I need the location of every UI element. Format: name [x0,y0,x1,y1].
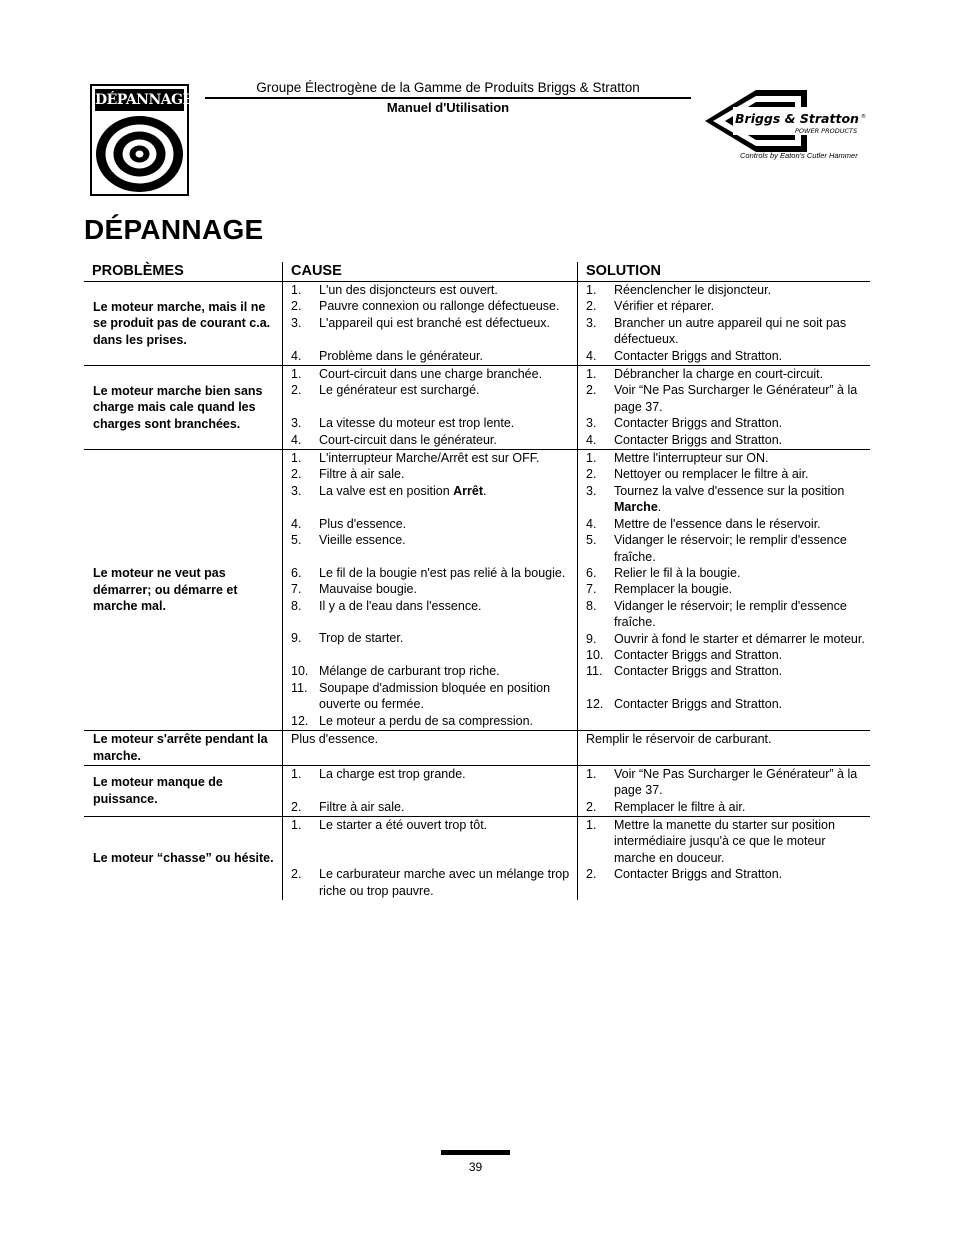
item-number: 7. [291,582,302,597]
item-number: 9. [586,631,597,646]
item-number: 4. [586,516,597,531]
item-text-bold: Marche [614,500,658,515]
item-text [319,348,577,364]
item-number: 1. [291,451,302,466]
list-item [291,415,577,431]
list-item [291,516,577,532]
item-number: 3. [586,416,597,431]
list-item [291,298,577,314]
item-text-main: Le fil de la bougie n'est pas relié à la bougie. [319,565,566,580]
item-text-main: Contacter Briggs and Stratton. [614,664,783,679]
item-text-main: Trop de starter. [319,631,404,646]
item-text-main: Débrancher la charge en court-circuit. [614,367,824,382]
item-text-main: Soupape d'admission bloquée en position ouverte ou fermée. [319,680,551,712]
item-text-main: Le moteur a perdu de sa compression. [319,713,534,728]
item-text-main: Contacter Briggs and Stratton. [614,432,783,447]
solution-cell [577,817,870,900]
cause-cell [282,731,577,765]
item-text-main: Ouvrir à fond le starter et démarrer le moteur. [614,631,865,646]
item-number: 2. [586,799,597,814]
item-text-main: L'un des disjoncteurs est ouvert. [319,283,498,297]
item-text-main: Contacter Briggs and Stratton. [614,348,783,363]
item-text [614,298,870,314]
problem-cell [84,731,282,765]
troubleshooting-table [84,262,870,900]
problem-text: Le moteur marche bien sans charge mais cale quand les charges sont branchées. [93,383,263,431]
item-text-main: Mettre l'interrupteur sur ON. [614,451,769,466]
item-number: 10. [586,647,604,662]
item-number: 3. [291,416,302,431]
item-text [614,516,870,532]
item-text-main: Filtre à air sale. [319,467,405,482]
item-text [319,598,577,631]
item-number: 8. [291,598,302,613]
cause-cell [282,366,577,449]
list-item [291,466,577,482]
item-text-main: Mauvaise bougie. [319,582,417,597]
item-number: 12. [586,697,604,712]
header-solution: SOLUTION [577,262,870,281]
table-header [84,262,870,282]
list-item [586,450,870,466]
item-text [614,598,870,631]
item-text [614,466,870,482]
header-cause: CAUSE [282,262,577,281]
item-text [319,817,577,866]
item-text [614,315,870,348]
item-number: 2. [291,467,302,482]
item-text-main: La vitesse du moteur est trop lente. [319,416,515,431]
item-text [319,630,577,663]
solution-cell [577,731,870,765]
item-text-main: Vérifier et réparer. [614,299,715,314]
item-text-main: La valve est en position [319,483,454,498]
solution-cell [577,366,870,449]
problem-text: Le moteur ne veut pas démarrer; ou démarre et marche mal. [93,566,238,614]
list-item [291,630,577,663]
item-number: 2. [291,299,302,314]
item-text-main: Réenclencher le disjoncteur. [614,283,772,297]
item-number: 3. [291,483,302,498]
item-text [614,696,870,712]
list-item [586,565,870,581]
item-text-main: Court-circuit dans une charge branchée. [319,367,543,382]
list-item [586,315,870,348]
item-text-main: Contacter Briggs and Stratton. [614,867,783,882]
item-number: 10. [291,664,309,679]
list-item [586,866,870,882]
list-item [291,483,577,516]
item-text [319,663,577,679]
item-number: 3. [586,483,597,498]
item-text [319,866,577,899]
list-item [291,731,577,764]
item-text-main: L'interrupteur Marche/Arrêt est sur OFF. [319,451,540,466]
cause-cell [282,450,577,730]
item-number: 2. [586,867,597,882]
item-number: 3. [291,315,302,330]
item-text [614,366,870,382]
cause-cell [282,282,577,365]
item-number: 2. [586,467,597,482]
brand-name: Briggs & Stratton [735,111,859,126]
problem-cell [84,817,282,900]
item-text [586,731,870,747]
item-number: 4. [291,516,302,531]
item-text [614,866,870,882]
target-icon [96,116,183,192]
table-row [84,282,870,366]
list-item [291,866,577,899]
list-item [586,766,870,799]
item-text [319,366,577,382]
item-text-main: Brancher un autre appareil qui ne soit pas défectueux. [614,315,847,347]
list-item [586,366,870,382]
item-text [319,680,577,713]
item-text [614,565,870,581]
item-text-main: Tournez la valve d'essence sur la position [614,483,845,498]
depannage-logo [90,84,193,196]
list-item [291,315,577,348]
list-item [586,598,870,631]
list-item [291,382,577,415]
table-row [84,731,870,766]
header-rule [205,97,691,99]
list-item [586,731,870,747]
item-text [319,799,577,815]
item-text-main: L'appareil qui est branché est défectueux. [319,315,551,330]
problem-text: Le moteur manque de puissance. [93,775,223,806]
item-number: 2. [291,867,302,882]
item-text [614,766,870,799]
cause-cell [282,817,577,900]
item-number: 1. [586,283,597,297]
logo-label: DÉPANNAGE [95,89,184,111]
list-item [586,799,870,815]
list-item [586,432,870,448]
item-text [319,532,577,565]
list-item [291,581,577,597]
item-text [319,382,577,415]
item-text [614,663,870,696]
brand-tm: ® [861,114,866,120]
item-text-main: Problème dans le générateur. [319,348,483,363]
problem-text: Le moteur marche, mais il ne se produit pas de courant c.a. dans les prises. [93,299,271,347]
item-number: 5. [586,533,597,548]
item-text [319,766,577,799]
item-text [614,382,870,415]
list-item [291,663,577,679]
item-text-main: Nettoyer ou remplacer le filtre à air. [614,467,809,482]
item-text [614,817,870,866]
list-item [291,348,577,364]
solution-cell [577,450,870,730]
item-text [319,483,577,516]
item-text-main: Remplacer le filtre à air. [614,799,746,814]
header-subtitle: Manuel d'Utilisation [386,100,510,115]
item-number: 4. [291,348,302,363]
item-text [614,483,870,516]
list-item [586,298,870,314]
brand-tagline: Controls by Eaton's Cutler Hammer [740,151,858,160]
problem-cell [84,766,282,816]
item-number: 1. [291,817,302,832]
item-number: 1. [586,766,597,781]
item-number: 1. [586,817,597,832]
item-number: 11. [291,680,308,695]
item-number: 3. [586,315,597,330]
list-item [586,466,870,482]
problem-cell [84,450,282,730]
list-item [586,282,870,298]
item-text-main: Plus d'essence. [319,516,407,531]
item-text [319,516,577,532]
item-number: 9. [291,631,302,646]
item-text-main: Voir “Ne Pas Surcharger le Générateur” à la page 37. [614,766,858,798]
item-text-main: La charge est trop grande. [319,766,466,781]
footer-rule [441,1150,510,1155]
list-item [291,817,577,866]
item-text [614,799,870,815]
item-text [319,581,577,597]
item-text-main: Vieille essence. [319,533,406,548]
item-text [319,713,577,729]
item-text-main: Contacter Briggs and Stratton. [614,416,783,431]
item-text [319,565,577,581]
item-text-main: Pauvre connexion ou rallonge défectueuse. [319,299,560,314]
item-text [614,532,870,565]
item-number: 1. [291,283,302,297]
list-item [291,282,577,298]
item-number: 2. [291,383,302,398]
item-text-main: Voir “Ne Pas Surcharger le Générateur” à la page 37. [614,383,858,414]
list-item [291,532,577,565]
list-item [586,581,870,597]
item-text [319,298,577,314]
list-item [586,483,870,516]
item-number: 6. [291,565,302,580]
item-text-bold: Arrêt [453,483,483,498]
item-text-main: Remplir le réservoir de carburant. [586,731,772,746]
item-number: 11. [586,664,603,679]
item-text [614,631,870,647]
item-text-main: Plus d'essence. [291,731,379,746]
item-number: 1. [291,367,302,382]
item-text [319,466,577,482]
item-number: 2. [586,383,597,398]
list-item [291,450,577,466]
item-number: 4. [586,348,597,363]
table-row [84,766,870,817]
item-number: 4. [291,432,302,447]
item-text [614,647,870,663]
item-text-main: Contacter Briggs and Stratton. [614,647,783,662]
item-text-main: Contacter Briggs and Stratton. [614,697,783,712]
item-text [614,432,870,448]
page-number: 39 [468,1160,483,1174]
list-item [586,817,870,866]
header-title: Groupe Électrogène de la Gamme de Produits Briggs & Stratton [256,80,640,95]
item-text [319,415,577,431]
item-text-main: Mettre la manette du starter sur position intermédiaire jusqu'à ce que le moteur marche en douceur. [614,817,835,865]
list-item [586,382,870,415]
item-text [614,282,870,298]
item-number: 12. [291,713,309,728]
item-number: 1. [586,367,597,382]
list-item [586,532,870,565]
item-text-main: Vidanger le réservoir; le remplir d'essence fraîche. [614,533,847,564]
list-item [586,696,870,712]
item-number: 8. [586,598,597,613]
item-text [614,450,870,466]
solution-cell [577,766,870,816]
list-item [291,366,577,382]
page-title: DÉPANNAGE [84,214,264,245]
problem-cell [84,282,282,365]
list-item [586,516,870,532]
list-item [291,680,577,713]
item-number: 2. [291,799,302,814]
item-number: 5. [291,533,302,548]
header-problems: PROBLÈMES [92,263,184,279]
item-number: 7. [586,582,597,597]
item-number: 1. [586,451,597,466]
table-row [84,450,870,731]
item-text-main: Le carburateur marche avec un mélange trop riche ou trop pauvre. [319,867,570,898]
item-text [614,415,870,431]
item-number: 6. [586,565,597,580]
item-number: 2. [586,299,597,314]
table-row [84,366,870,450]
list-item [586,647,870,663]
item-text [319,432,577,448]
list-item [291,799,577,815]
item-text-main: Remplacer la bougie. [614,582,733,597]
item-text-end: . [657,500,662,515]
table-body [84,282,870,900]
item-text-main: Filtre à air sale. [319,799,405,814]
item-text-main: Vidanger le réservoir; le remplir d'essence fraîche. [614,598,847,630]
list-item [291,432,577,448]
item-text [319,282,577,298]
item-text-main: Le générateur est surchargé. [319,383,480,398]
item-text [319,450,577,466]
brand-line2: POWER PRODUCTS [795,127,858,135]
item-text-main: Mélange de carburant trop riche. [319,664,500,679]
list-item [586,348,870,364]
list-item [586,663,870,696]
item-number: 4. [586,432,597,447]
solution-cell [577,282,870,365]
list-item [291,598,577,631]
cause-cell [282,766,577,816]
problem-text: Le moteur “chasse” ou hésite. [93,851,274,866]
item-text-main: Le starter a été ouvert trop tôt. [319,817,488,832]
list-item [586,631,870,647]
item-number: 1. [291,766,302,781]
item-text-end: . [483,483,487,498]
item-text-main: Relier le fil à la bougie. [614,565,741,580]
problem-cell [84,366,282,449]
item-text [291,731,577,764]
item-text [614,348,870,364]
list-item [586,415,870,431]
list-item [291,766,577,799]
item-text [319,315,577,348]
item-text-main: Il y a de l'eau dans l'essence. [319,598,482,613]
table-row [84,817,870,900]
item-text-main: Mettre de l'essence dans le réservoir. [614,516,821,531]
list-item [291,713,577,729]
item-text [614,581,870,597]
problem-text: Le moteur s'arrête pendant la marche. [93,732,268,763]
list-item [291,565,577,581]
item-text-main: Court-circuit dans le générateur. [319,432,497,447]
